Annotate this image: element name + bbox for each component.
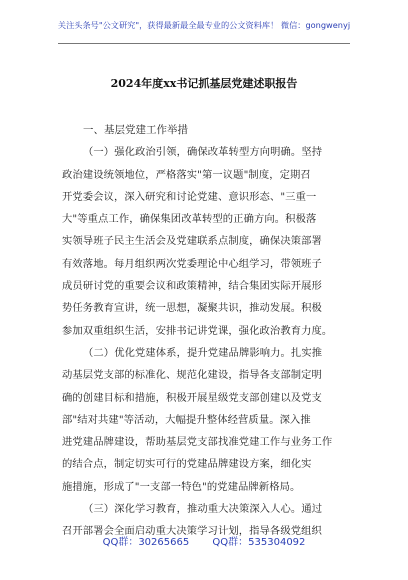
footer-qq-group-1: QQ群：30265665 [102,537,190,548]
paragraph-line: 势任务教育宣讲，统一思想，凝聚共识，推动发展。积极 [62,302,322,315]
paragraph-line: 召开部署会全面启动重大决策学习计划，指导各级党组织 [62,525,322,538]
paragraph-line: 施措施，形成了"一支部一特色"的党建品牌新格局。 [62,480,301,493]
paragraph-line: 确的创建目标和措施，积极开展星级党支部创建以及党支 [62,391,322,404]
paragraph-line: 部"结对共建"等活动，大幅提升整体经营质量。深入推 [62,413,311,426]
paragraph-line: 大"等重点工作，确保集团改革转型的正确方向。积极落 [62,213,317,226]
footer-contacts [0,533,408,548]
paragraph-line: 政治建设统领地位，严格落实"第一议题"制度，定期召 [62,168,311,181]
paragraph-line: （三）深化学习教育，推动重大决策深入人心。通过 [83,503,323,516]
footer-qq-group-2: QQ群：535304092 [212,537,306,548]
paragraph-line: 实领导班子民主生活会及党建联系点制度，确保决策部署 [62,235,322,248]
paragraph-line: 有效落地。每月组织两次党委理论中心组学习，带领班子 [62,257,322,270]
section-heading: 一、基层党建工作举措 [83,124,188,136]
paragraph-line: 成员研讨党的重要会议和政策精神，结合集团实际开展形 [62,280,322,293]
paragraph-line: 参加双重组织生活，安排书记讲党课，强化政治教育力度。 [62,324,333,337]
paragraph-line: （一）强化政治引领，确保改革转型方向明确。坚持 [83,146,323,159]
header-banner: 关注头条号"公文研究"，获得最新最全最专业的公文资料库！ 微信：gongwenyj [57,20,351,30]
paragraph-line: （二）优化党建体系，提升党建品牌影响力。扎实推 [83,346,323,359]
paragraph-line: 开党委会议，深入研究和讨论党建、意识形态、"三重一 [62,190,317,203]
document-title: 2024年度xx书记抓基层党建述职报告 [110,77,298,90]
paragraph-line: 的结合点，制定切实可行的党建品牌建设方案，细化实 [62,458,312,471]
paragraph-line: 动基层党支部的标准化、规范化建设，指导各支部制定明 [62,369,322,382]
header-divider [58,43,350,44]
paragraph-line: 进党建品牌建设，帮助基层党支部找准党建工作与业务工作 [62,436,333,449]
document-body [62,119,348,543]
